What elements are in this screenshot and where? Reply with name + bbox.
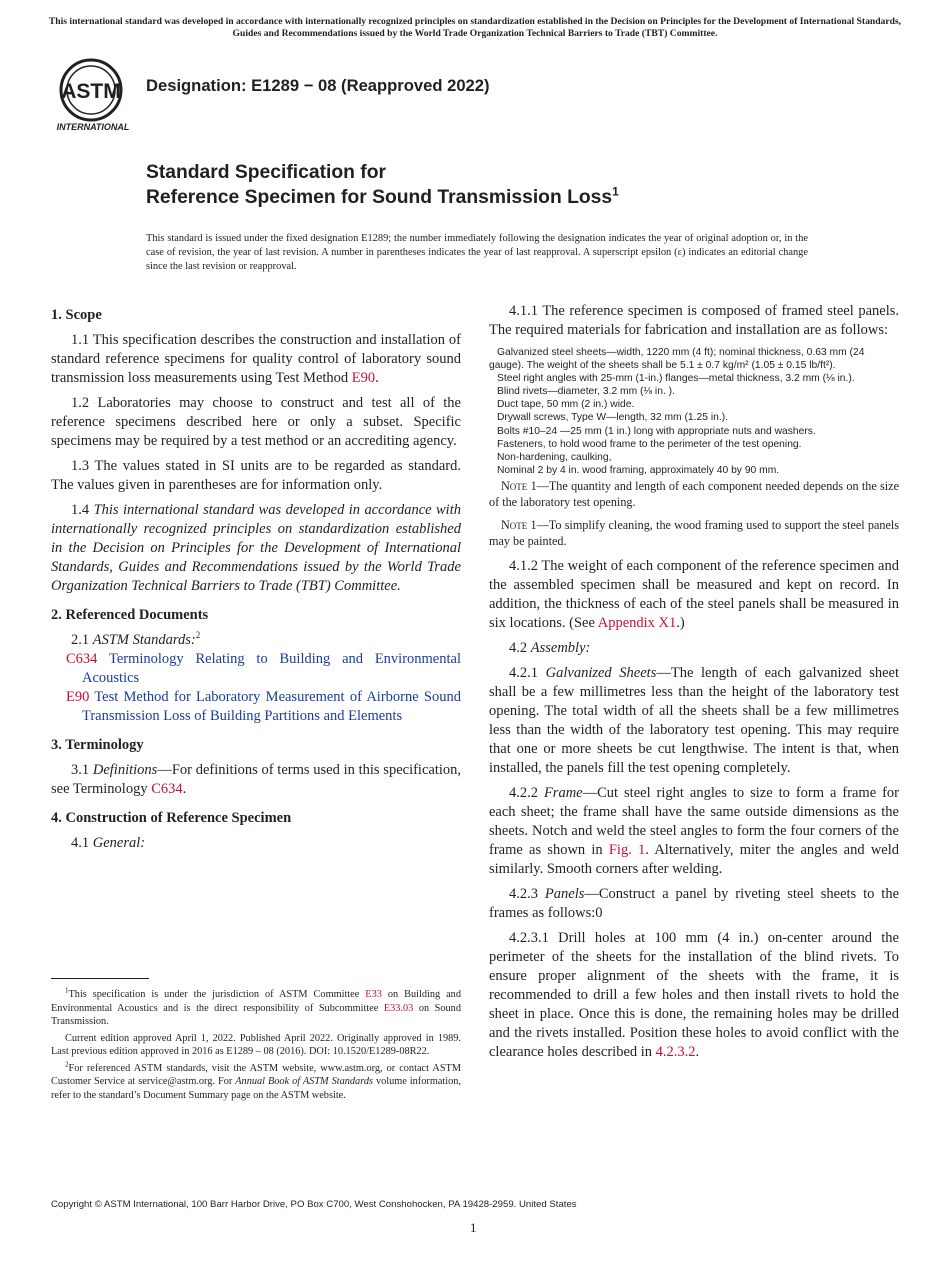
header-notice: This international standard was developed in accordance with internationally recognized principles on standardization established in the Decision on Principles for the Development of International Standards, Guides and Recommendations issued by the World Trade Organization Technical Barriers to Trade (TBT) Committee. bbox=[48, 16, 902, 40]
para-3-1 bbox=[51, 761, 461, 799]
list-item: Drywall screws, Type W—length, 32 mm (1.25 in.). bbox=[497, 412, 728, 424]
para-num: 4.1 bbox=[71, 835, 93, 851]
footnote-ref: 2 bbox=[195, 630, 201, 641]
para-text: . Alternatively, miter the angles and weld similarly. Smooth corners after welding. bbox=[489, 842, 900, 878]
footnote-1-edition: Current edition approved April 1, 2022. Published April 2022. Originally approved in 1989. Last previous edition approved in 2016 as E1289 – 08 (2016). DOI: 10.1520/E1289-08R22. bbox=[51, 1032, 461, 1057]
para-term: Frame bbox=[543, 785, 583, 802]
para-4-1 bbox=[51, 834, 461, 853]
footnote-divider bbox=[51, 978, 149, 979]
para-4-2-1 bbox=[489, 664, 899, 778]
para-num: 4.2.2 bbox=[509, 785, 544, 802]
note-label: Note 1 bbox=[501, 478, 537, 493]
para-text: . bbox=[182, 781, 187, 797]
para-text: 4.2.3.1 Drill holes at 100 mm (4 in.) on-center around the perimeter of the sheets for the installation of the blind rivets. To ensure proper alignment of the sheets with the frame, it is recommended to drill a few holes and then install rivets to hold the sheet in place. Once this is done, the remaining holes may be drilled and the rivets installed. Position these holes to avoid conflict with the clearance holes described in bbox=[489, 930, 899, 1061]
link-appendix-x1[interactable]: Appendix X1 bbox=[597, 615, 677, 632]
para-text: . bbox=[695, 1044, 700, 1061]
list-item: Fasteners, to hold wood frame to the perimeter of the test opening. bbox=[497, 438, 802, 450]
para-text: —The length of each galvanized sheet shall be a few millimetres less than the height of the laboratory test opening. The total width of all the sheets shall be a few millimetres less than the width of the laboratory test opening. This may require that one or more sheets be cut lengthwise. The intent is that, when installed, the panels fill the test opening completely. bbox=[489, 665, 900, 777]
link-fig-1[interactable]: Fig. 1 bbox=[608, 842, 646, 859]
footnote-text: Annual Book of ASTM Standards bbox=[235, 1076, 373, 1087]
list-item: Nominal 2 by 4 in. wood framing, approximately 40 by 90 mm. bbox=[497, 464, 780, 476]
issued-note: This standard is issued under the fixed designation E1289; the number immediately following the designation indicates the year of original adoption or, in the case of revision, the year of last revision. A number in parentheses indicates the year of last reapproval. A superscript epsilon (ε) indicates an editorial change since the last revision or reapproval. bbox=[146, 233, 808, 272]
left-column bbox=[51, 302, 461, 859]
title-footnote-ref: 1 bbox=[612, 184, 619, 199]
para-num: 4.2.3 bbox=[509, 886, 545, 903]
para-text: Assembly: bbox=[530, 640, 591, 657]
ref-code[interactable]: C634 bbox=[66, 651, 98, 667]
para-4-2-3 bbox=[489, 885, 899, 923]
para-4-2-3-1 bbox=[489, 929, 899, 1062]
right-column bbox=[489, 302, 899, 1068]
para-text: 4.1.2 The weight of each component of the reference specimen and the assembled specimen shall be measured and kept on record. In addition, the thickness of each of the steel panels shall be measured in six locations. (See bbox=[489, 558, 899, 632]
para-term: Definitions bbox=[92, 762, 158, 778]
terminology-heading: 3. Terminology bbox=[51, 737, 144, 753]
para-1-1 bbox=[51, 331, 461, 388]
para-text: .) bbox=[676, 615, 685, 632]
link-e33[interactable]: E33 bbox=[365, 989, 382, 1000]
footnote-text: volume information, refer to the standard’s Document Summary page on the ASTM website. bbox=[51, 1076, 461, 1101]
materials-list bbox=[489, 346, 899, 477]
para-text: —For definitions of terms used in this specification, see Terminology bbox=[51, 762, 462, 797]
ref-item[interactable] bbox=[51, 688, 461, 726]
para-term: Panels bbox=[544, 886, 585, 903]
para-1-2: 1.2 Laboratories may choose to construct and test all of the reference specimens described here or only a subset. Specific specimens may be required by a test method or an accrediting agency. bbox=[51, 395, 461, 449]
para-text: —Construct a panel by riveting steel sheets to the frames as follows:0 bbox=[489, 886, 900, 922]
scope-heading: 1. Scope bbox=[51, 307, 102, 323]
list-item: Duct tape, 50 mm (2 in.) wide. bbox=[497, 399, 635, 411]
ref-title[interactable]: Terminology Relating to Building and Environmental Acoustics bbox=[82, 651, 461, 686]
page-number: 1 bbox=[470, 1220, 477, 1235]
footnote-text: on Sound Transmission. bbox=[51, 1002, 461, 1027]
link-e33-03[interactable]: E33.03 bbox=[383, 1002, 414, 1014]
ref-title[interactable]: Test Method for Laboratory Measurement of Airborne Sound Transmission Loss of Building Partitions and Elements bbox=[82, 689, 461, 724]
page-title bbox=[146, 160, 619, 210]
para-num: 1.4 bbox=[71, 502, 94, 518]
link-e90[interactable]: E90 bbox=[351, 370, 376, 386]
list-item: Steel right angles with 25-mm (1-in.) flanges—metal thickness, 3.2 mm (⅛ in.). bbox=[497, 373, 855, 385]
astm-logo-icon bbox=[53, 56, 135, 134]
footnote-text: For referenced ASTM standards, visit the ASTM website, www.astm.org, or contact ASTM Customer Service at service@astm.org. For bbox=[51, 1062, 461, 1087]
para-num: 4.2 bbox=[509, 640, 531, 657]
footnote-text: on Building and Environmental Acoustics and is the direct responsibility of Subcommittee bbox=[51, 989, 461, 1014]
para-1-3: 1.3 The values stated in SI units are to be regarded as standard. The values given in parentheses are for information only. bbox=[51, 458, 461, 493]
footnotes bbox=[51, 988, 461, 1105]
list-item: Blind rivets—diameter, 3.2 mm (⅛ in. ). bbox=[497, 386, 675, 398]
para-term: Galvanized Sheets bbox=[545, 665, 657, 682]
para-num: 2.1 bbox=[71, 632, 93, 648]
para-4-1-2 bbox=[489, 557, 899, 633]
list-item: Galvanized steel sheets—width, 1220 mm (4 ft); nominal thickness, 0.63 mm (24 gauge). The weight of the sheets shall be 5.1 ± 0.7 kg/m² (1.05 ± 0.15 lb/ft²). bbox=[489, 347, 865, 372]
para-4-2 bbox=[489, 639, 899, 658]
referenced-documents-heading: 2. Referenced Documents bbox=[51, 607, 209, 623]
logo-subtext: INTERNATIONAL bbox=[56, 122, 130, 132]
para-num: 4.2.1 bbox=[509, 665, 546, 682]
footnote-2 bbox=[51, 1062, 461, 1103]
footnote-number: 2 bbox=[65, 1060, 69, 1069]
para-text: ASTM Standards: bbox=[92, 632, 196, 648]
ref-code[interactable]: E90 bbox=[66, 689, 90, 705]
footnote-text: This specification is under the jurisdiction of ASTM Committee bbox=[68, 989, 366, 1000]
designation: Designation: E1289 − 08 (Reapproved 2022) bbox=[146, 76, 490, 95]
note-cleaning bbox=[489, 518, 899, 549]
para-4-1-1: 4.1.1 The reference specimen is composed of framed steel panels. The required materials for fabrication and installation are as follows: bbox=[489, 303, 899, 338]
para-text: —Cut steel right angles to size to form a frame for each sheet; the frame shall have the same outside dimensions as the sheets. Notch and weld the steel angles to form the four corners of the frame as shown in bbox=[489, 785, 900, 859]
title-line-2: Reference Specimen for Sound Transmission Loss bbox=[146, 187, 613, 208]
para-text: 1.1 This specification describes the construction and installation of standard reference specimens for quality control of laboratory sound transmission loss measurements using Test Method bbox=[51, 332, 461, 386]
para-4-2-2 bbox=[489, 784, 899, 879]
note-label: Note 1 bbox=[501, 518, 537, 533]
construction-heading: 4. Construction of Reference Specimen bbox=[51, 810, 292, 826]
para-num: 3.1 bbox=[71, 762, 93, 778]
logo-text: ASTM bbox=[61, 80, 121, 103]
list-item: Bolts #10–24 —25 mm (1 in.) long with appropriate nuts and washers. bbox=[497, 425, 816, 437]
note-quantity bbox=[489, 479, 899, 510]
note-text: —The quantity and length of each component needed depends on the size of the laboratory test opening. bbox=[489, 478, 899, 509]
link-c634[interactable]: C634 bbox=[151, 781, 183, 797]
link-4-2-3-2[interactable]: 4.2.3.2 bbox=[655, 1044, 696, 1061]
note-text: —To simplify cleaning, the wood framing used to support the steel panels may be painted. bbox=[489, 518, 900, 548]
para-text: . bbox=[375, 370, 379, 386]
footnote-1 bbox=[51, 988, 461, 1029]
para-1-4 bbox=[51, 501, 461, 596]
list-item: Non-hardening, caulking, bbox=[497, 451, 612, 463]
ref-item[interactable] bbox=[51, 650, 461, 688]
para-2-1 bbox=[51, 631, 461, 650]
footnote-number: 1 bbox=[65, 986, 69, 995]
para-text: This international standard was developed in accordance with internationally recognized principles on standardization established in the Decision on Principles for the Development of International Standards, Guides and Recommendations issued by the World Trade Organization Technical Barriers to Trade (TBT) Committee. bbox=[51, 502, 461, 594]
title-line-1: Standard Specification for bbox=[146, 162, 386, 183]
copyright: Copyright © ASTM International, 100 Barr Harbor Drive, PO Box C700, West Conshohocken, PA 19428-2959. United States bbox=[51, 1199, 577, 1210]
para-text: General: bbox=[92, 835, 146, 851]
